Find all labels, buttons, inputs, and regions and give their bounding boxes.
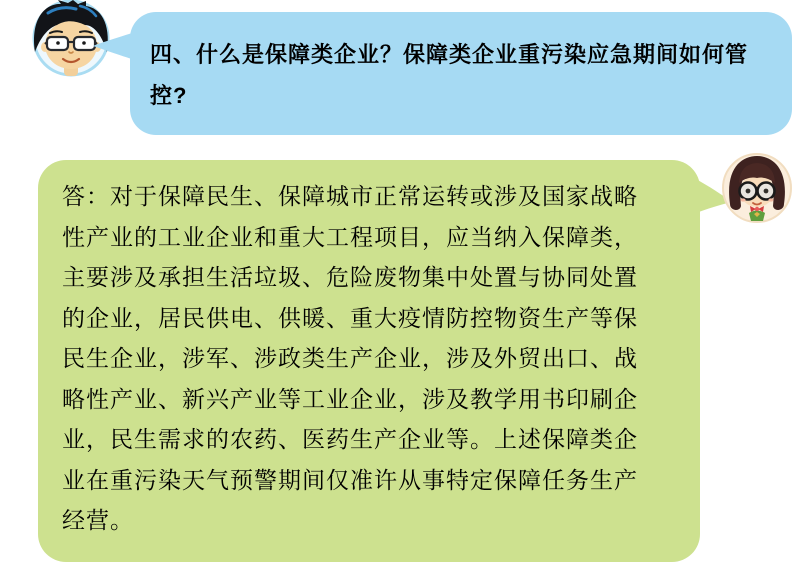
- answer-text-line-3: 主要涉及承担生活垃圾、危险废物集中处置与协同处置: [62, 264, 638, 290]
- answer-text-line-2: 性产业的工业企业和重大工程项目，应当纳入保障类，: [62, 223, 638, 250]
- answer-text-line-4: 的企业，居民供电、供暖、重大疫情防控物资生产等保: [62, 304, 638, 331]
- answer-text-line-5: 民生企业，涉军、涉政类生产企业，涉及外贸出口、战: [62, 345, 638, 371]
- answer-text-line-6: 略性产业、新兴产业等工业企业，涉及教学用书印刷企: [62, 385, 638, 412]
- answer-text-line-7: 业，民生需求的农药、医药生产企业等。上述保障类企: [62, 426, 638, 452]
- answer-text-line-1: 答：对于保障民生、保障城市正常运转或涉及国家战略: [62, 183, 638, 209]
- girl-avatar: [721, 151, 793, 227]
- question-bubble: [130, 12, 792, 135]
- question-text-line-1: 四、什么是保障类企业？保障类企业重污染应急期间如何管: [150, 42, 749, 67]
- answer-text-line-9: 经营。: [62, 507, 134, 533]
- girl-avatar-icon: [721, 151, 793, 227]
- question-text-line-2: 控?: [150, 83, 188, 108]
- answer-bubble: [38, 160, 700, 562]
- answer-text-line-8: 业在重污染天气预警期间仅准许从事特定保障任务生产: [62, 466, 638, 493]
- question-bubble-tail: [93, 31, 135, 61]
